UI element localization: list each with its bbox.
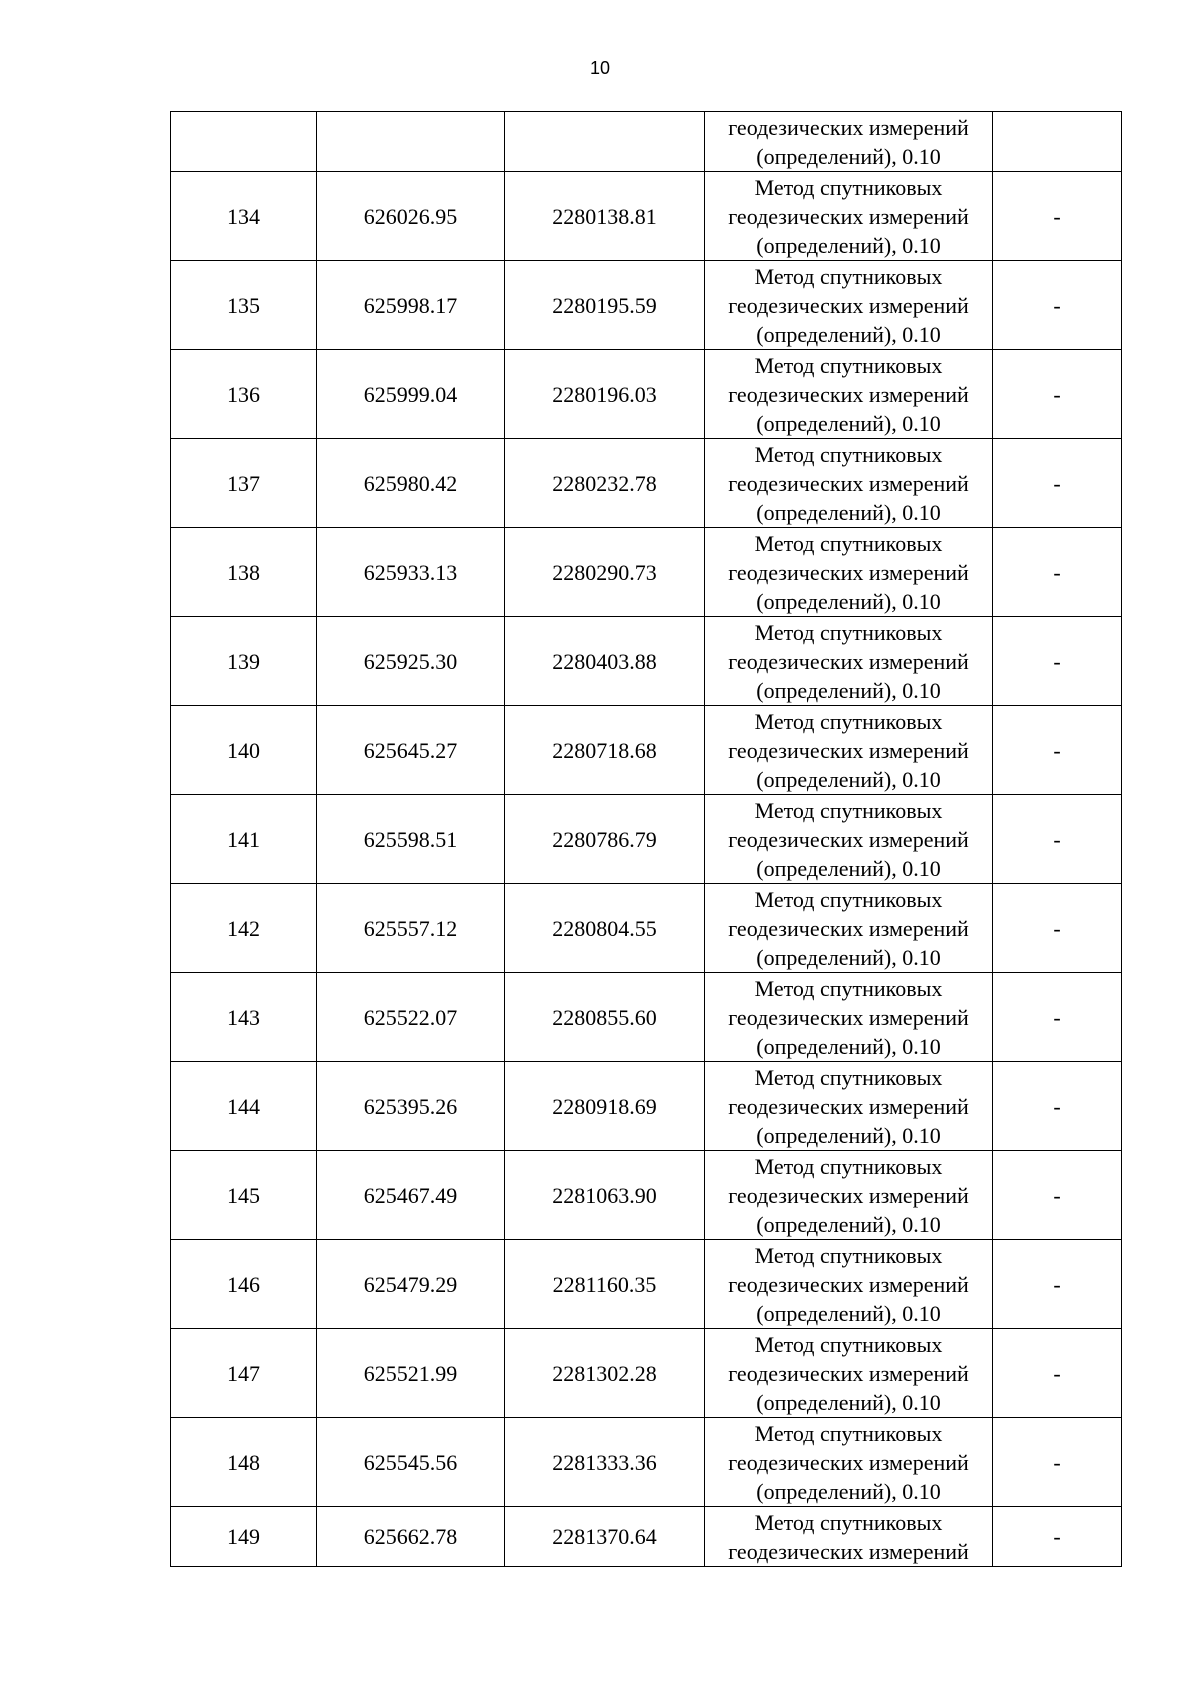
y-coordinate-cell: 2280403.88 (505, 617, 705, 706)
point-number-cell: 136 (171, 350, 317, 439)
x-coordinate-cell: 626026.95 (317, 172, 505, 261)
method-cell (705, 528, 993, 617)
note-cell: - (993, 350, 1122, 439)
y-coordinate-cell: 2280786.79 (505, 795, 705, 884)
note-cell: - (993, 1329, 1122, 1418)
point-number-cell: 143 (171, 973, 317, 1062)
point-number-cell: 148 (171, 1418, 317, 1507)
x-coordinate-cell: 625998.17 (317, 261, 505, 350)
table-row (171, 1418, 1122, 1507)
method-cell (705, 439, 993, 528)
method-cell (705, 795, 993, 884)
table-row-continues (171, 1507, 1122, 1567)
x-coordinate-cell: 625925.30 (317, 617, 505, 706)
note-cell: - (993, 528, 1122, 617)
method-cell (705, 1151, 993, 1240)
table-row (171, 617, 1122, 706)
table-row (171, 261, 1122, 350)
y-coordinate-cell: 2281302.28 (505, 1329, 705, 1418)
note-cell: - (993, 1240, 1122, 1329)
method-cell (705, 261, 993, 350)
method-text: Метод спутниковых геодезических измерений (определений), 0.10 (728, 1064, 969, 1148)
method-cell (705, 1329, 993, 1418)
table-row (171, 350, 1122, 439)
method-text: Метод спутниковых геодезических измерений (определений), 0.10 (728, 352, 969, 436)
method-text: геодезических измерений (определений), 0.10 (728, 114, 969, 169)
note-cell: - (993, 1151, 1122, 1240)
y-coordinate-cell: 2281160.35 (505, 1240, 705, 1329)
method-text: Метод спутниковых геодезических измерений (определений), 0.10 (728, 174, 969, 258)
table-row (171, 884, 1122, 973)
table-row (171, 1329, 1122, 1418)
note-cell: - (993, 172, 1122, 261)
x-coordinate-cell: 625545.56 (317, 1418, 505, 1507)
x-coordinate-cell: 625999.04 (317, 350, 505, 439)
table-row-continued (171, 112, 1122, 172)
y-coordinate-cell: 2280195.59 (505, 261, 705, 350)
point-number-cell: 134 (171, 172, 317, 261)
note-cell: - (993, 1418, 1122, 1507)
table-row (171, 973, 1122, 1062)
x-coordinate-cell: 625479.29 (317, 1240, 505, 1329)
method-cell (705, 1418, 993, 1507)
method-text: Метод спутниковых геодезических измерений (определений), 0.10 (728, 1153, 969, 1237)
x-coordinate-cell: 625522.07 (317, 973, 505, 1062)
point-number-cell: 145 (171, 1151, 317, 1240)
point-number-cell: 140 (171, 706, 317, 795)
method-cell (705, 172, 993, 261)
point-number-cell: 138 (171, 528, 317, 617)
method-text: Метод спутниковых геодезических измерений (определений), 0.10 (728, 619, 969, 703)
y-coordinate-cell: 2280232.78 (505, 439, 705, 528)
note-cell (993, 112, 1122, 172)
method-text: Метод спутниковых геодезических измерений (определений), 0.10 (728, 886, 969, 970)
method-cell (705, 617, 993, 706)
note-cell: - (993, 1062, 1122, 1151)
y-coordinate-cell: 2281333.36 (505, 1418, 705, 1507)
point-number-cell: 137 (171, 439, 317, 528)
method-cell (705, 973, 993, 1062)
method-text: Метод спутниковых геодезических измерений (определений), 0.10 (728, 975, 969, 1059)
x-coordinate-cell: 625662.78 (317, 1507, 505, 1567)
y-coordinate-cell: 2280855.60 (505, 973, 705, 1062)
table-row (171, 439, 1122, 528)
note-cell: - (993, 706, 1122, 795)
point-number-cell (171, 112, 317, 172)
x-coordinate-cell (317, 112, 505, 172)
y-coordinate-cell: 2280918.69 (505, 1062, 705, 1151)
table-row (171, 528, 1122, 617)
point-number-cell: 142 (171, 884, 317, 973)
point-number-cell: 146 (171, 1240, 317, 1329)
note-cell: - (993, 439, 1122, 528)
point-number-cell: 141 (171, 795, 317, 884)
table-row (171, 795, 1122, 884)
x-coordinate-cell: 625933.13 (317, 528, 505, 617)
method-cell (705, 1240, 993, 1329)
method-text: Метод спутниковых геодезических измерений (определений), 0.10 (728, 708, 969, 792)
table-row (171, 706, 1122, 795)
method-cell (705, 1507, 993, 1567)
method-text: Метод спутниковых геодезических измерений (определений), 0.10 (728, 1331, 969, 1415)
note-cell: - (993, 973, 1122, 1062)
point-number-cell: 144 (171, 1062, 317, 1151)
table-row (171, 172, 1122, 261)
note-cell: - (993, 261, 1122, 350)
table-row (171, 1062, 1122, 1151)
table-row (171, 1151, 1122, 1240)
coordinates-table (170, 111, 1122, 1567)
method-text: Метод спутниковых геодезических измерений (определений), 0.10 (728, 530, 969, 614)
point-number-cell: 139 (171, 617, 317, 706)
y-coordinate-cell: 2281063.90 (505, 1151, 705, 1240)
x-coordinate-cell: 625645.27 (317, 706, 505, 795)
note-cell: - (993, 1507, 1122, 1567)
note-cell: - (993, 884, 1122, 973)
method-cell (705, 1062, 993, 1151)
x-coordinate-cell: 625467.49 (317, 1151, 505, 1240)
note-cell: - (993, 795, 1122, 884)
x-coordinate-cell: 625521.99 (317, 1329, 505, 1418)
x-coordinate-cell: 625395.26 (317, 1062, 505, 1151)
method-cell (705, 884, 993, 973)
y-coordinate-cell: 2280718.68 (505, 706, 705, 795)
x-coordinate-cell: 625557.12 (317, 884, 505, 973)
method-text: Метод спутниковых геодезических измерений (определений), 0.10 (728, 263, 969, 347)
method-text: Метод спутниковых геодезических измерений (определений), 0.10 (728, 1242, 969, 1326)
y-coordinate-cell: 2281370.64 (505, 1507, 705, 1567)
method-cell (705, 350, 993, 439)
coordinates-table-body (171, 112, 1122, 1567)
page-number: 10 (589, 58, 611, 78)
method-cell (705, 112, 993, 172)
y-coordinate-cell: 2280196.03 (505, 350, 705, 439)
point-number-cell: 149 (171, 1507, 317, 1567)
x-coordinate-cell: 625598.51 (317, 795, 505, 884)
y-coordinate-cell: 2280290.73 (505, 528, 705, 617)
point-number-cell: 135 (171, 261, 317, 350)
y-coordinate-cell: 2280804.55 (505, 884, 705, 973)
point-number-cell: 147 (171, 1329, 317, 1418)
method-cell (705, 706, 993, 795)
note-cell: - (993, 617, 1122, 706)
method-text: Метод спутниковых геодезических измерений (определений), 0.10 (728, 797, 969, 881)
method-text: Метод спутниковых геодезических измерений (определений), 0.10 (728, 441, 969, 525)
y-coordinate-cell (505, 112, 705, 172)
x-coordinate-cell: 625980.42 (317, 439, 505, 528)
table-row (171, 1240, 1122, 1329)
method-text: Метод спутниковых геодезических измерений (определений), 0.10 (728, 1420, 969, 1504)
y-coordinate-cell: 2280138.81 (505, 172, 705, 261)
method-text: Метод спутниковых геодезических измерений (728, 1509, 969, 1564)
